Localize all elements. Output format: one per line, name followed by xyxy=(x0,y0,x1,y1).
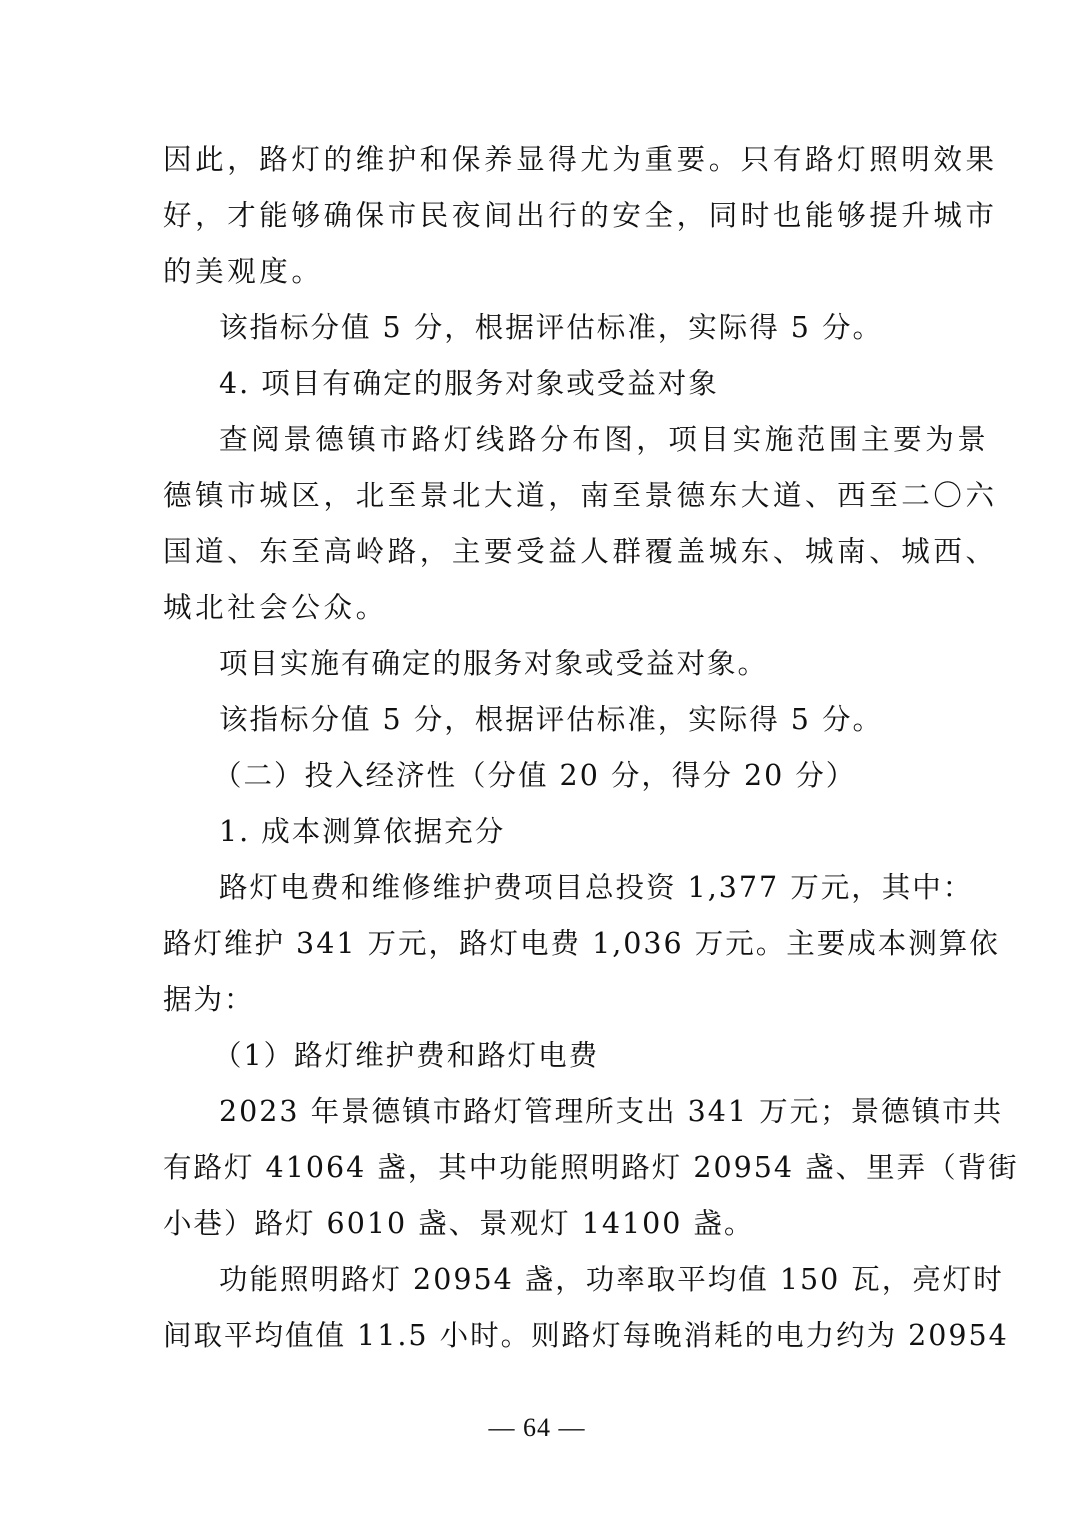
document-body xyxy=(163,132,1019,1364)
text-line: 城北社会公众。 xyxy=(163,591,388,624)
text-line: 据为： xyxy=(163,983,255,1016)
section-heading: 1. 成本测算依据充分 xyxy=(219,815,506,848)
page-number: — 64 — xyxy=(488,1413,586,1442)
section-heading: （1）路灯维护费和路灯电费 xyxy=(213,1039,600,1072)
text-line: 功能照明路灯 20954 盏，功率取平均值 150 瓦，亮灯时 xyxy=(219,1263,1004,1296)
text-line: 有路灯 41064 盏，其中功能照明路灯 20954 盏、里弄（背街 xyxy=(163,1151,1019,1184)
text-line: 项目实施有确定的服务对象或受益对象。 xyxy=(219,647,769,680)
text-line: 间取平均值值 11.5 小时。则路灯每晚消耗的电力约为 20954 xyxy=(163,1319,1009,1352)
text-line: 好，才能够确保市民夜间出行的安全，同时也能够提升城市 xyxy=(163,199,998,232)
text-line: 路灯电费和维修维护费项目总投资 1,377 万元，其中： xyxy=(219,871,974,904)
text-line: 德镇市城区，北至景北大道，南至景德东大道、西至二〇六 xyxy=(163,479,998,512)
text-line: 小巷）路灯 6010 盏、景观灯 14100 盏。 xyxy=(163,1207,755,1240)
text-line: 2023 年景德镇市路灯管理所支出 341 万元；景德镇市共 xyxy=(219,1095,1004,1128)
text-line: 因此，路灯的维护和保养显得尤为重要。只有路灯照明效果 xyxy=(163,143,998,176)
text-line: 的美观度。 xyxy=(163,255,324,288)
text-line: 该指标分值 5 分，根据评估标准，实际得 5 分。 xyxy=(219,311,884,344)
text-line: 该指标分值 5 分，根据评估标准，实际得 5 分。 xyxy=(219,703,884,736)
section-heading: （二）投入经济性（分值 20 分，得分 20 分） xyxy=(213,759,857,792)
text-line: 路灯维护 341 万元，路灯电费 1,036 万元。主要成本测算依 xyxy=(163,927,1000,960)
text-line: 国道、东至高岭路，主要受益人群覆盖城东、城南、城西、 xyxy=(163,535,998,568)
section-heading: 4. 项目有确定的服务对象或受益对象 xyxy=(219,367,719,400)
text-line: 查阅景德镇市路灯线路分布图，项目实施范围主要为景 xyxy=(219,423,990,456)
